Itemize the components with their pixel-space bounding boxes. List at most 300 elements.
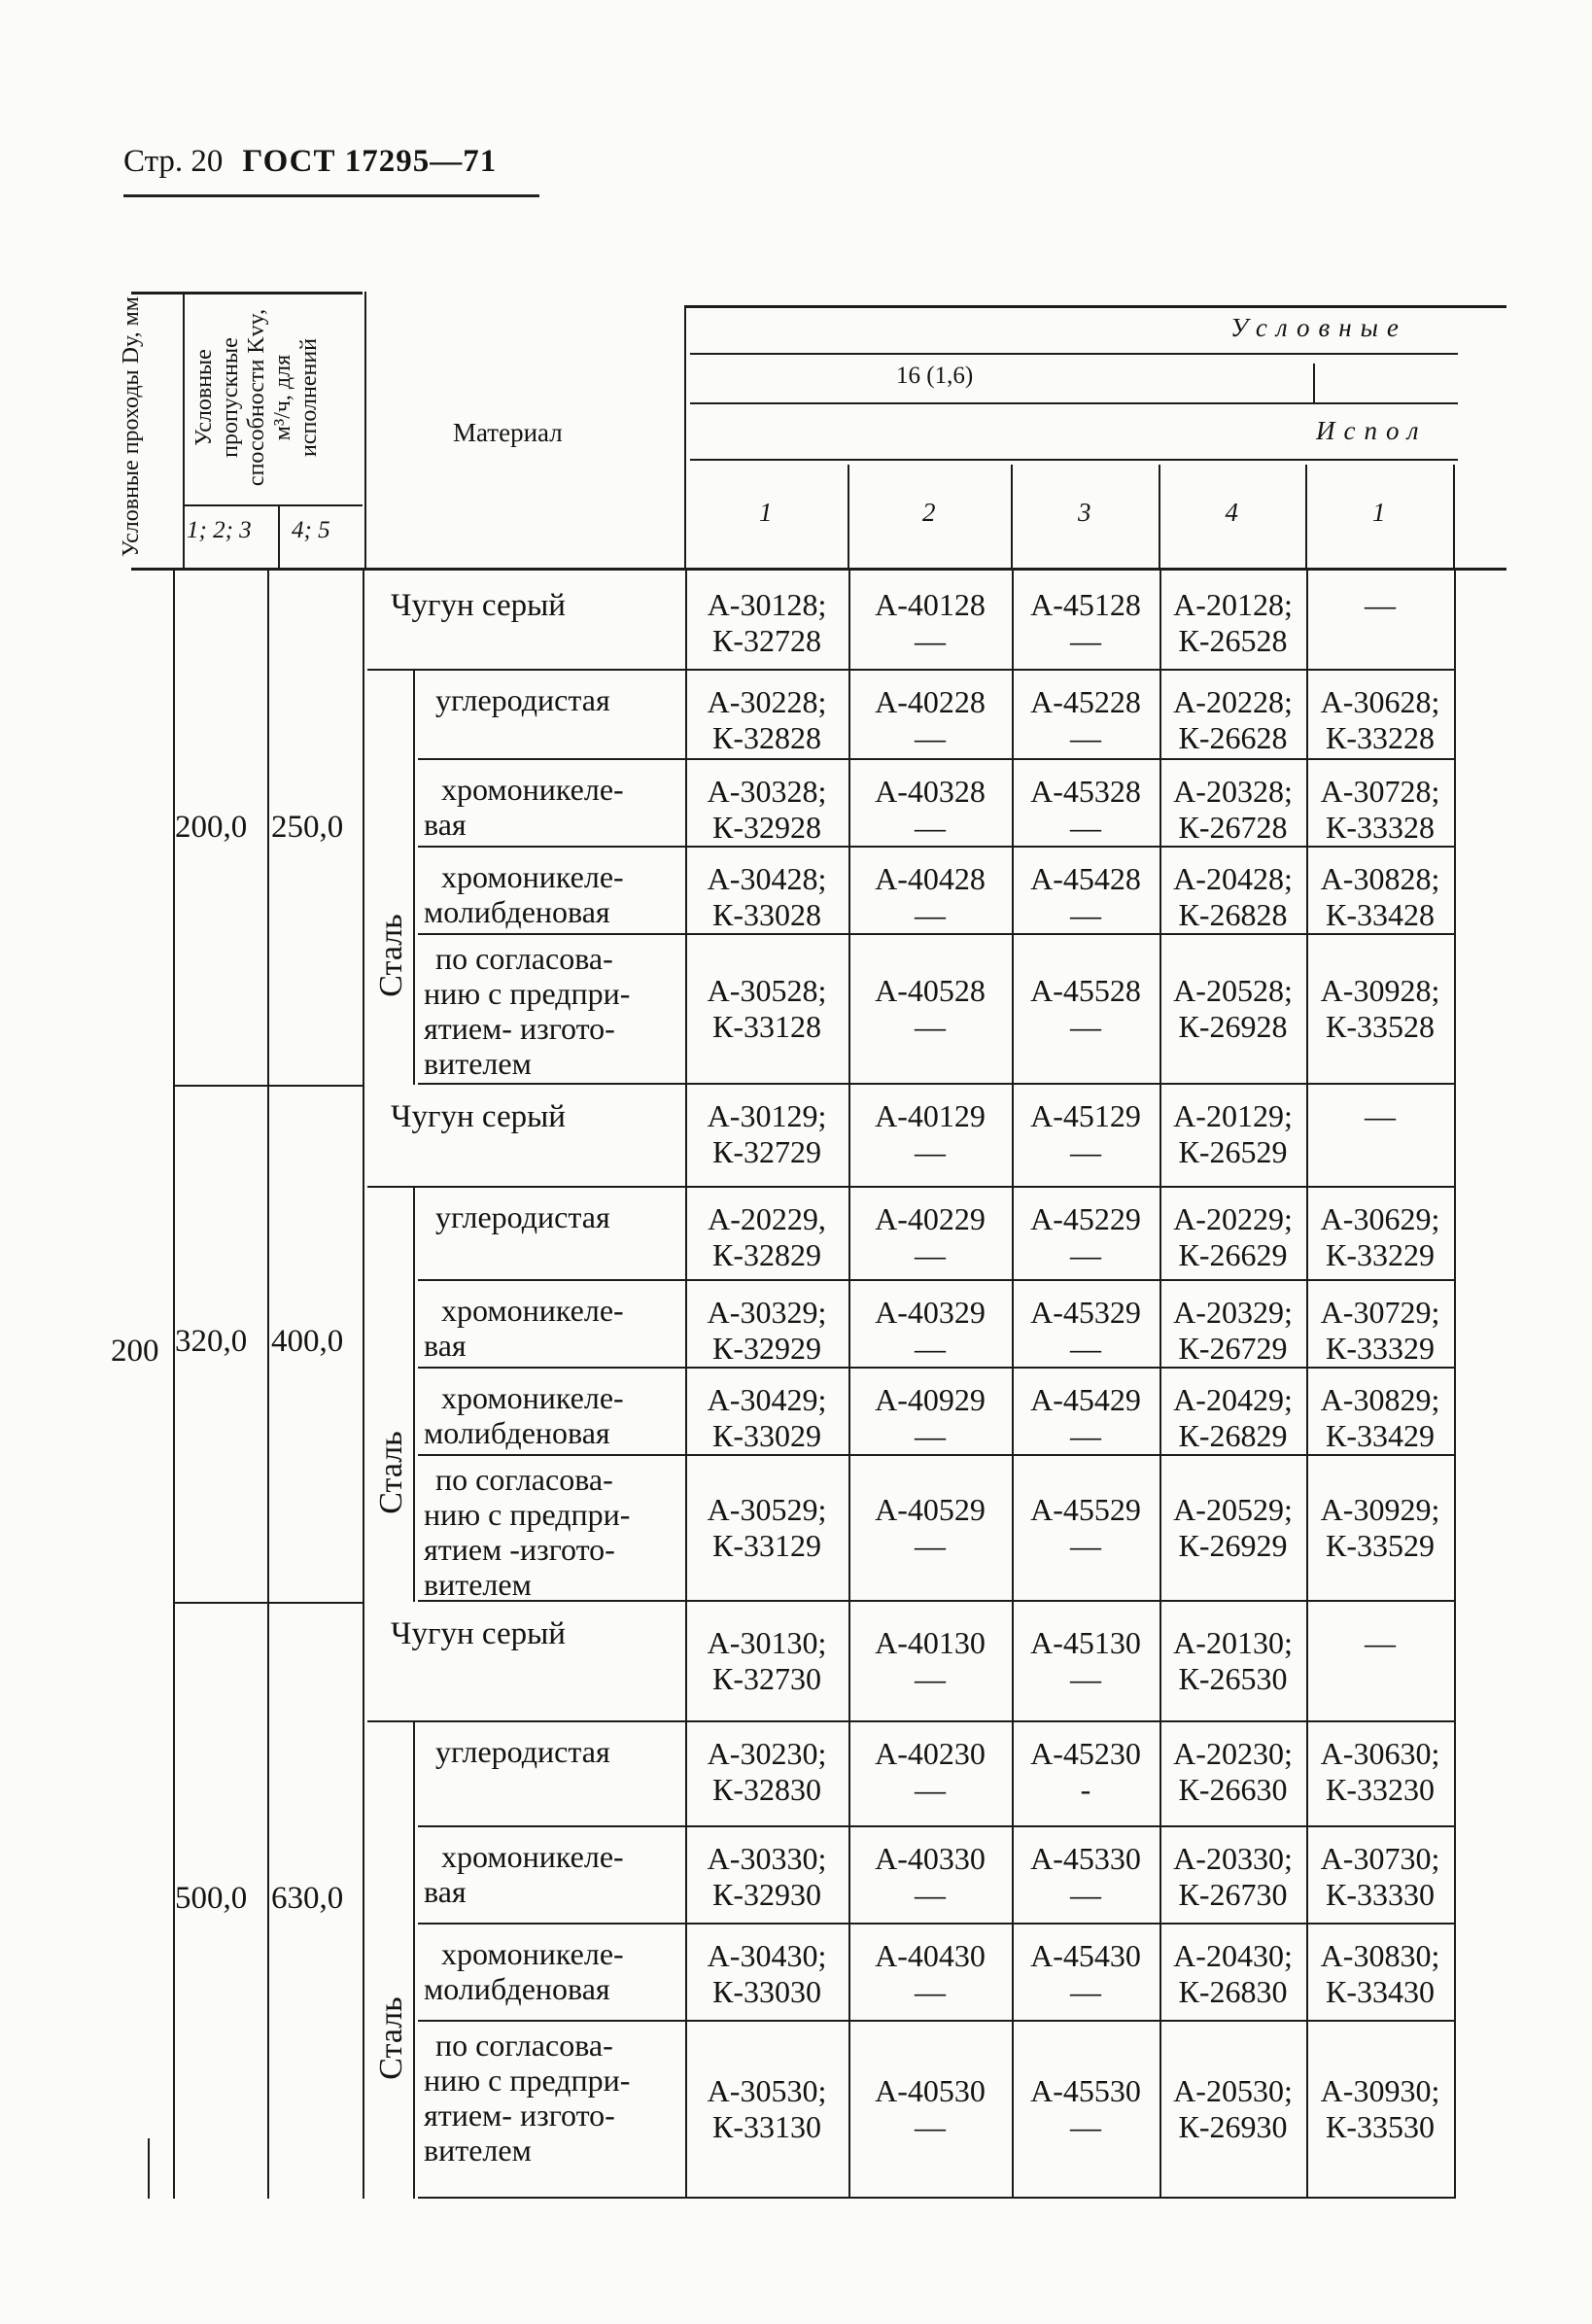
code-line: К-33028 [712,897,821,932]
row-rule [367,1186,1454,1188]
code-line: — [915,810,946,845]
code-line: — [915,1009,946,1044]
code-line: — [915,897,946,932]
header-kv: Условные пропускные способности Kvy, м³/ч, для исполнений [191,308,322,487]
code-line: А-20128; [1173,587,1293,622]
code-line: К-32728 [712,623,821,658]
code-line: А-20429; [1173,1382,1293,1417]
code-cell [1012,1295,1159,1367]
body-left-edge [148,2138,150,2199]
code-line: А-45329 [1030,1295,1141,1330]
standard-number: ГОСТ 17295—71 [242,144,498,179]
code-line: А-45430 [1030,1938,1141,1973]
material-line: хромоникеле- [441,1839,624,1874]
code-line: А-20129; [1173,1098,1293,1133]
material-line: вителем [424,1046,532,1081]
row-rule [418,2020,1454,2022]
code-line: А-30529; [707,1492,827,1527]
header-divider-pressure [1313,364,1315,402]
code-cell [848,1382,1012,1454]
code-line: К-33130 [712,2109,821,2144]
code-line: — [915,1661,946,1696]
steel-label: Сталь [373,1996,409,2080]
code-cell [685,1938,848,2010]
code-cell [848,1736,1012,1808]
code-line: А-30828; [1320,861,1440,896]
code-line: — [1070,1009,1101,1044]
code-cell [1159,1098,1306,1170]
code-line: К-33328 [1326,810,1435,845]
header-bottom-rule [131,568,1506,571]
code-line: — [915,1418,946,1453]
code-cell [1012,1736,1159,1808]
body-divider-c5 [1454,570,1456,2199]
kv-value-b: 400,0 [271,1324,344,1359]
header-divider-dn [183,292,185,568]
material-name [435,682,688,717]
code-cell [848,1938,1012,2010]
material-line: ятием- изгото- [424,1011,615,1046]
code-cell [848,861,1012,933]
header-execution: Испол [1316,416,1428,445]
code-line: А-30128; [707,587,827,622]
code-line: А-30530; [707,2073,827,2108]
code-line: К-26530 [1178,1661,1288,1696]
pressure-value-rule [690,402,1458,404]
code-line: — [915,1331,946,1366]
code-line: А-45328 [1030,774,1141,809]
code-cell [1159,1736,1306,1808]
code-line: А-40528 [875,973,986,1008]
code-cell [848,1492,1012,1564]
code-cell [685,774,848,846]
code-cell [1159,587,1306,659]
code-line: — [915,1528,946,1563]
material-name [424,941,676,1081]
material-name [435,1734,688,1769]
code-cell [1159,1201,1306,1273]
material-line: хромоникеле- [441,1293,624,1328]
code-cell [1012,1201,1159,1273]
pressure-rule [690,353,1458,355]
kv-value-a: 500,0 [175,1881,248,1916]
code-cell [1012,587,1159,659]
code-line: А-30328; [707,774,827,809]
code-line: К-26528 [1178,623,1288,658]
material-line: вителем [424,1567,532,1602]
code-line: К-26728 [1178,810,1288,845]
code-line: К-33128 [712,1009,821,1044]
code-line: А-45528 [1030,973,1141,1008]
steel-bracket-line [413,1188,415,1602]
code-line: — [915,2109,946,2144]
code-line: — [1070,1134,1101,1169]
code-line: А-40929 [875,1382,986,1417]
code-line: К-32828 [712,720,821,755]
header-divider-kv [364,292,366,568]
row-rule [418,1454,1454,1456]
code-line: — [1070,897,1101,932]
code-cell [1012,1841,1159,1913]
code-cell [1012,973,1159,1045]
code-line: К-33430 [1326,1974,1435,2009]
exec-divider-1 [848,465,849,568]
code-cell [1159,774,1306,846]
code-cell [685,861,848,933]
material-line: по согласова- [435,1462,613,1497]
code-cell [1306,1098,1454,1134]
code-line: К-26829 [1178,1418,1288,1453]
code-line: А-20529; [1173,1492,1293,1527]
code-line: А-30929; [1320,1492,1440,1527]
code-line: А-45130 [1030,1625,1141,1660]
code-cell [685,1625,848,1697]
code-line: — [1365,1098,1396,1133]
table-top-rule-right [685,305,1506,308]
code-line: А-20528; [1173,973,1293,1008]
code-line: А-20330; [1173,1841,1293,1876]
code-cell [1306,1492,1454,1564]
body-divider-kv-b [363,570,364,2199]
material-line: нию с предпри- [424,1497,631,1532]
header-pressure-value: 16 (1,6) [896,363,974,389]
code-cell [1306,1382,1454,1454]
code-cell [1159,684,1306,756]
code-cell [1159,861,1306,933]
code-line: А-45228 [1030,684,1141,719]
code-line: — [1070,2109,1101,2144]
exec-col-number: 4 [1225,498,1238,527]
code-cell [1306,774,1454,846]
code-line: А-40229 [875,1201,986,1236]
material-line: молибденовая [424,1971,610,2006]
row-rule [418,1083,1454,1085]
code-line: А-20230; [1173,1736,1293,1771]
code-line: А-40430 [875,1938,986,1973]
code-line: К-33330 [1326,1877,1435,1912]
code-line: — [915,1772,946,1807]
code-line: А-45230 [1030,1736,1141,1771]
code-line: К-33428 [1326,897,1435,932]
code-cell [685,973,848,1045]
code-line: К-32930 [712,1877,821,1912]
exec-divider-4 [1305,465,1307,568]
code-line: А-30629; [1320,1201,1440,1236]
code-cell [1159,1841,1306,1913]
code-cell [848,774,1012,846]
code-line: К-33029 [712,1418,821,1453]
material-line: вителем [424,2133,532,2168]
code-line: А-45128 [1030,587,1141,622]
code-line: — [1070,1331,1101,1366]
code-line: А-30728; [1320,774,1440,809]
steel-label: Сталь [373,1431,409,1514]
code-cell [1159,1492,1306,1564]
code-line: А-20228; [1173,684,1293,719]
code-line: — [1070,1237,1101,1272]
code-cell [848,973,1012,1045]
code-line: А-20530; [1173,2073,1293,2108]
code-line: А-20428; [1173,861,1293,896]
code-line: К-26529 [1178,1134,1288,1169]
code-line: К-32829 [712,1237,821,1272]
code-line: К-32929 [712,1331,821,1366]
code-line: — [1070,1877,1101,1912]
code-line: А-30730; [1320,1841,1440,1876]
code-line: А-30829; [1320,1382,1440,1417]
code-line: А-20430; [1173,1938,1293,1973]
code-line: А-45428 [1030,861,1141,896]
header-kv-sub-b: 4; 5 [292,517,330,543]
kv-value-a: 200,0 [175,810,248,845]
code-cell [1012,1492,1159,1564]
kv-value-a: 320,0 [175,1324,248,1359]
code-cell [848,587,1012,659]
material-name [424,1380,676,1450]
material-name [424,1936,676,2006]
code-cell [1306,1938,1454,2010]
dn-value: 200 [111,1334,159,1369]
code-line: А-40228 [875,684,986,719]
material-line: по согласова- [435,941,613,976]
code-line: К-33529 [1326,1528,1435,1563]
code-line: А-30129; [707,1098,827,1133]
code-line: К-32729 [712,1134,821,1169]
code-line: А-30928; [1320,973,1440,1008]
code-cell [685,2073,848,2145]
material-name [424,2028,676,2168]
code-cell [848,2073,1012,2145]
code-cell [1306,2073,1454,2145]
material-line: нию с предпри- [424,976,631,1011]
code-line: К-26828 [1178,897,1288,932]
header-material: Материал [453,418,563,447]
code-cell [1306,973,1454,1045]
code-line: А-30430; [707,1938,827,1973]
code-cell [1012,2073,1159,2145]
code-line: А-20329; [1173,1295,1293,1330]
row-rule [418,758,1454,760]
code-line: К-33528 [1326,1009,1435,1044]
material-line: вая [424,1328,467,1363]
row-rule [418,1923,1454,1925]
material-line: молибденовая [424,1415,610,1450]
code-cell [685,1201,848,1273]
code-line: А-30630; [1320,1736,1440,1771]
code-cell [685,1736,848,1808]
row-rule [367,1720,1454,1722]
code-line: А-45330 [1030,1841,1141,1876]
code-cell [1159,2073,1306,2145]
code-line: А-30330; [707,1841,827,1876]
code-line: А-40130 [875,1625,986,1660]
code-line: А-20328; [1173,774,1293,809]
material-line: хромоникеле- [441,772,624,807]
code-cell [1306,1841,1454,1913]
code-line: К-33229 [1326,1237,1435,1272]
code-cell [1012,1625,1159,1697]
code-line: — [1070,1974,1101,2009]
code-line: А-40530 [875,2073,986,2108]
code-line: — [1070,810,1101,845]
body-divider-kv-a [267,570,269,2199]
code-cell [1159,1625,1306,1697]
group-separator [173,1085,364,1087]
code-cell [685,684,848,756]
material-name [424,772,676,842]
code-line: К-26630 [1178,1772,1288,1807]
code-cell [685,1841,848,1913]
code-cell [1306,1295,1454,1367]
code-line: К-32830 [712,1772,821,1807]
material-name [435,1199,688,1234]
code-line: А-30130; [707,1625,827,1660]
kv-subheader-rule [185,504,363,506]
code-line: А-30930; [1320,2073,1440,2108]
exec-divider-5 [1453,465,1455,568]
exec-divider-3 [1159,465,1160,568]
code-line: А-20130; [1173,1625,1293,1660]
material-line: нию с предпри- [424,2063,631,2098]
code-line: К-26730 [1178,1877,1288,1912]
code-line: А-30329; [707,1295,827,1330]
code-line: - [1080,1772,1091,1807]
code-cell [1306,1625,1454,1661]
material-line: вая [424,807,467,842]
code-line: К-26830 [1178,1974,1288,2009]
code-line: К-32928 [712,810,821,845]
code-cell [685,1295,848,1367]
code-line: К-32730 [712,1661,821,1696]
material-cast-iron: Чугун серый [391,588,566,623]
code-line: К-33530 [1326,2109,1435,2144]
code-line: — [915,1134,946,1169]
code-cell [848,1625,1012,1697]
material-line: хромоникеле- [441,859,624,894]
code-line: А-40329 [875,1295,986,1330]
material-line: ятием- изгото- [424,2098,615,2133]
material-line: хромоникеле- [441,1936,624,1971]
code-cell [848,1295,1012,1367]
material-line: углеродистая [435,1734,610,1769]
code-cell [1159,1938,1306,2010]
material-line: углеродистая [435,1199,610,1234]
row-rule [418,846,1454,848]
code-line: К-33329 [1326,1331,1435,1366]
code-cell [848,1098,1012,1170]
material-line: ятием -изгото- [424,1532,615,1567]
header-dn: Условные проходы Dу, мм [119,296,144,557]
header-pressure: Условные [1230,313,1407,342]
row-rule [367,669,1454,671]
code-cell [1306,1201,1454,1273]
material-cast-iron: Чугун серый [391,1099,566,1134]
code-line: К-33429 [1326,1418,1435,1453]
code-line: А-45429 [1030,1382,1141,1417]
code-line: К-33129 [712,1528,821,1563]
code-cell [1306,861,1454,933]
code-line: А-40129 [875,1098,986,1133]
code-cell [1159,973,1306,1045]
code-cell [685,587,848,659]
execution-rule [690,459,1458,461]
code-cell [1012,774,1159,846]
code-line: К-26928 [1178,1009,1288,1044]
material-name [424,1293,676,1363]
code-cell [848,684,1012,756]
code-cell [1306,1736,1454,1808]
code-line: — [1070,1661,1101,1696]
code-line: — [1365,1625,1396,1660]
steel-label: Сталь [373,914,409,997]
row-rule [418,1825,1454,1827]
code-line: — [915,720,946,755]
code-cell [1159,1295,1306,1367]
code-line: — [915,623,946,658]
kv-value-b: 630,0 [271,1881,344,1916]
material-line: вая [424,1874,467,1909]
code-cell [1306,587,1454,623]
code-line: А-20229, [708,1201,826,1236]
steel-bracket-line [413,1722,415,2199]
exec-col-number: 2 [922,498,936,527]
code-line: А-45529 [1030,1492,1141,1527]
code-cell [1012,684,1159,756]
code-line: А-45530 [1030,2073,1141,2108]
code-line: А-30429; [707,1382,827,1417]
row-rule [418,1279,1454,1281]
exec-col-number: 1 [759,498,773,527]
material-line: хромоникеле- [441,1380,624,1415]
exec-divider-2 [1011,465,1013,568]
code-line: А-45229 [1030,1201,1141,1236]
code-line: — [915,1974,946,2009]
code-cell [1012,1938,1159,2010]
code-line: А-20229; [1173,1201,1293,1236]
code-line: А-40330 [875,1841,986,1876]
code-cell [1012,861,1159,933]
code-cell [848,1841,1012,1913]
material-line: по согласова- [435,2028,613,2063]
row-rule [418,933,1454,935]
code-cell [685,1492,848,1564]
code-cell [1012,1098,1159,1170]
code-line: А-30428; [707,861,827,896]
exec-col-number: 3 [1078,498,1091,527]
header-divider-kv-sub [278,504,280,568]
code-line: — [1365,587,1396,622]
header-kv-sub-a: 1; 2; 3 [187,517,252,543]
code-line: — [915,1237,946,1272]
code-line: К-26929 [1178,1528,1288,1563]
material-name [424,859,676,929]
code-cell [1159,1382,1306,1454]
code-line: К-26729 [1178,1331,1288,1366]
kv-value-b: 250,0 [271,810,344,845]
code-line: А-40128 [875,587,986,622]
code-line: А-30830; [1320,1938,1440,1973]
header-divider-material [684,305,686,568]
code-line: А-30228; [707,684,827,719]
steel-bracket-line [413,671,415,1085]
code-line: К-26628 [1178,720,1288,755]
code-line: К-33228 [1326,720,1435,755]
page-header [123,144,497,180]
code-cell [1306,684,1454,756]
row-rule [418,2197,1454,2199]
group-separator [173,1602,364,1604]
code-line: А-45129 [1030,1098,1141,1133]
